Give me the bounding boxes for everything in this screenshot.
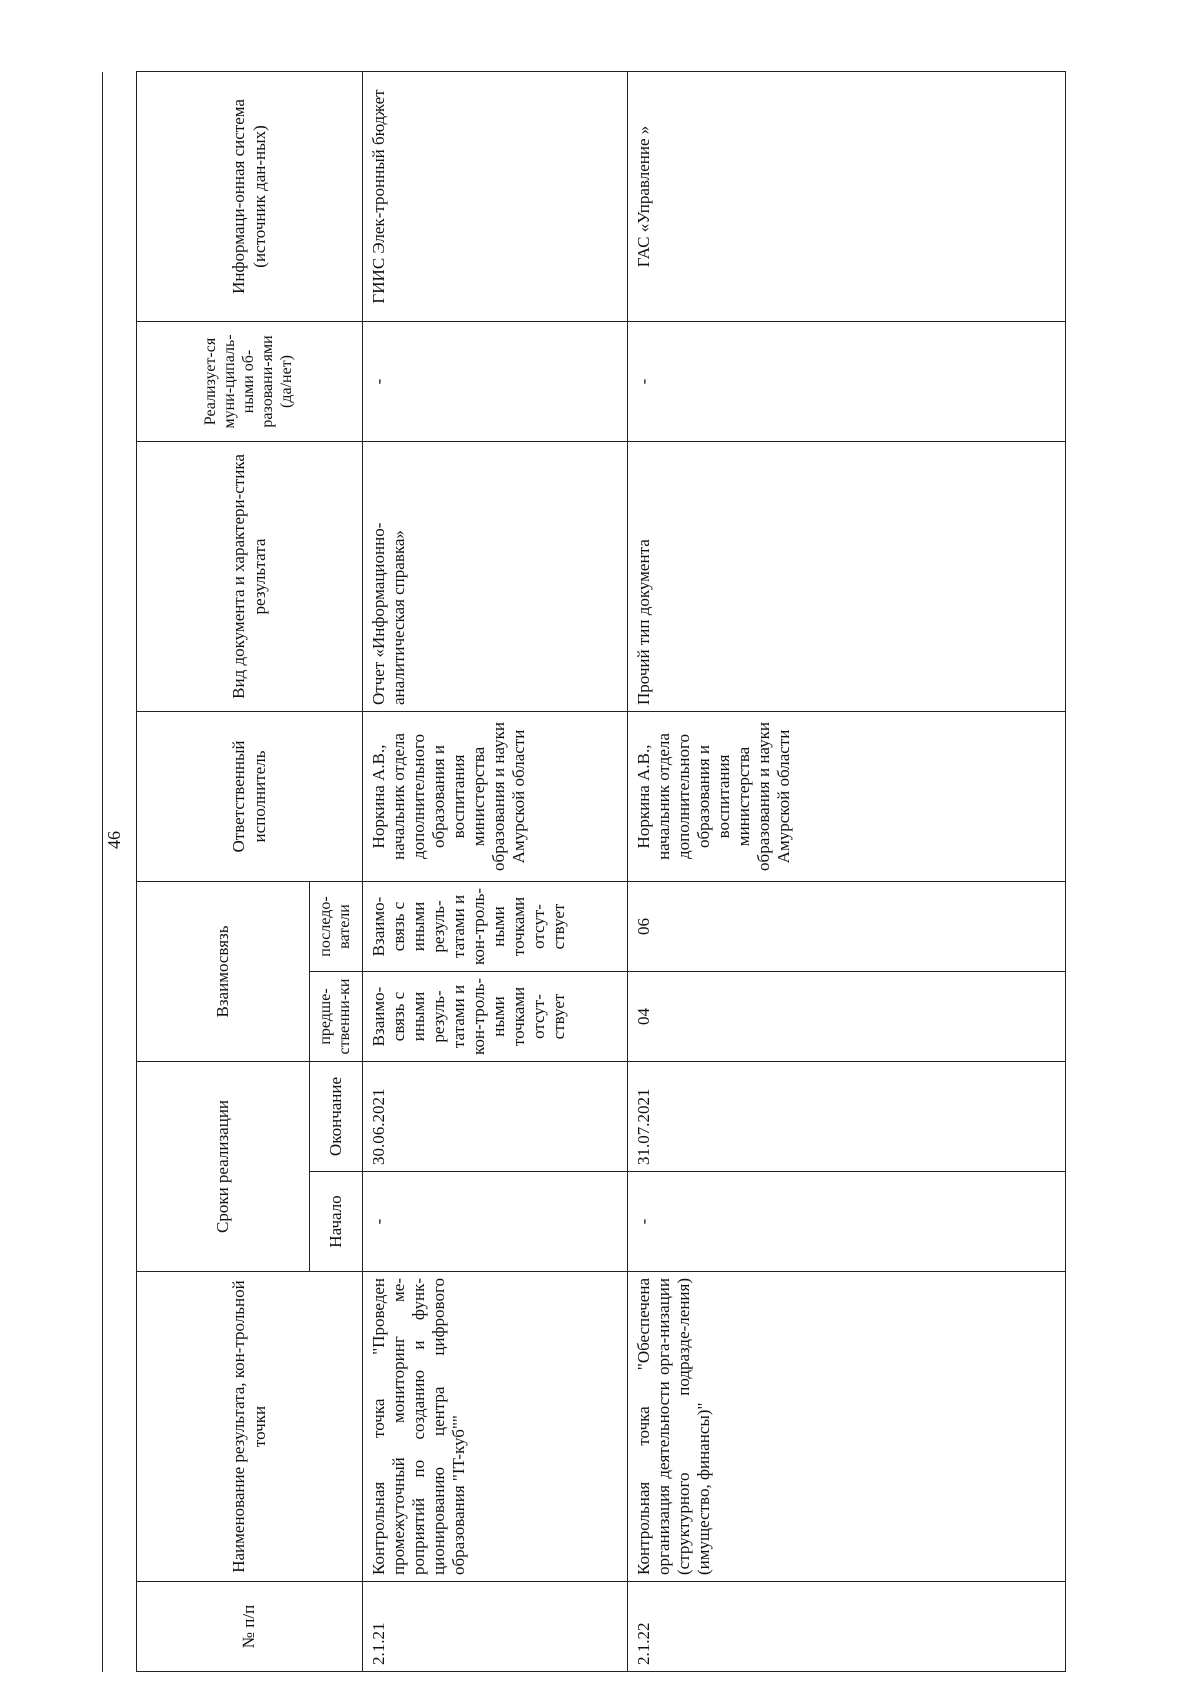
header-row bbox=[137, 71, 310, 1671]
cell-start: - bbox=[628, 1172, 1066, 1272]
cell-municipal: - bbox=[628, 321, 1066, 441]
cell-predecessors: 04 bbox=[628, 972, 1066, 1062]
header-responsible: Ответственный исполнитель bbox=[137, 711, 363, 881]
cell-num: 2.1.21 bbox=[363, 1582, 628, 1672]
cell-end: 31.07.2021 bbox=[628, 1062, 1066, 1172]
header-document: Вид документа и характери-стика результата bbox=[137, 441, 363, 711]
cell-responsible: Норкина А.В., начальник отдела дополнительного образования и воспитания министерства образования и науки Амурской области bbox=[628, 711, 1066, 881]
cell-info-system: ГИИС Элек-тронный бюджет bbox=[363, 71, 628, 321]
cell-successors: Взаимо-связь с иными резуль-татами и кон-троль-ными точками отсут-ствует bbox=[363, 881, 628, 971]
cell-municipal: - bbox=[363, 321, 628, 441]
page-number: 46 bbox=[104, 831, 124, 849]
cell-document: Прочий тип документа bbox=[628, 441, 1066, 711]
header-end: Окончание bbox=[310, 1062, 363, 1172]
header-dates: Сроки реализации bbox=[137, 1062, 310, 1272]
table-row bbox=[628, 71, 1066, 1671]
cell-info-system: ГАС «Управление » bbox=[628, 71, 1066, 321]
table-row bbox=[363, 71, 628, 1671]
cell-document: Отчет «Информационно-аналитическая справка» bbox=[363, 441, 628, 711]
cell-num: 2.1.22 bbox=[628, 1582, 1066, 1672]
header-num: № п/п bbox=[137, 1582, 363, 1672]
cell-successors: 06 bbox=[628, 881, 1066, 971]
header-predecessors: предше-ственни-ки bbox=[310, 972, 363, 1062]
margin-line bbox=[102, 72, 103, 1672]
header-relation: Взаимосвязь bbox=[137, 881, 310, 1061]
header-start: Начало bbox=[310, 1172, 363, 1272]
cell-predecessors: Взаимо-связь с иными резуль-татами и кон-троль-ными точками отсут-ствует bbox=[363, 972, 628, 1062]
cell-start: - bbox=[363, 1172, 628, 1272]
header-name: Наименование результата, кон-трольной точки bbox=[137, 1272, 363, 1582]
cell-responsible: Норкина А.В., начальник отдела дополнительного образования и воспитания министерства образования и науки Амурской области bbox=[363, 711, 628, 881]
header-successors: последо-ватели bbox=[310, 881, 363, 971]
header-municipal: Реализует-ся муни-ципаль-ными об-разовани-ями (да/нет) bbox=[137, 321, 363, 441]
rotated-table-wrapper bbox=[136, 72, 1066, 1672]
header-info-system: Информаци-онная система (источник дан-ных) bbox=[137, 71, 363, 321]
cell-end: 30.06.2021 bbox=[363, 1062, 628, 1172]
cell-name: Контрольная точка "Обеспечена организация деятельности орга-низации (структурного подразде-ления) (имущество, финансы)" bbox=[628, 1272, 1066, 1582]
plan-table bbox=[136, 71, 1066, 1672]
cell-name: Контрольная точка "Проведен промежуточный мониторинг ме-роприятий по созданию и функ-ционированию центра цифрового образования "IT-куб"" bbox=[363, 1272, 628, 1582]
